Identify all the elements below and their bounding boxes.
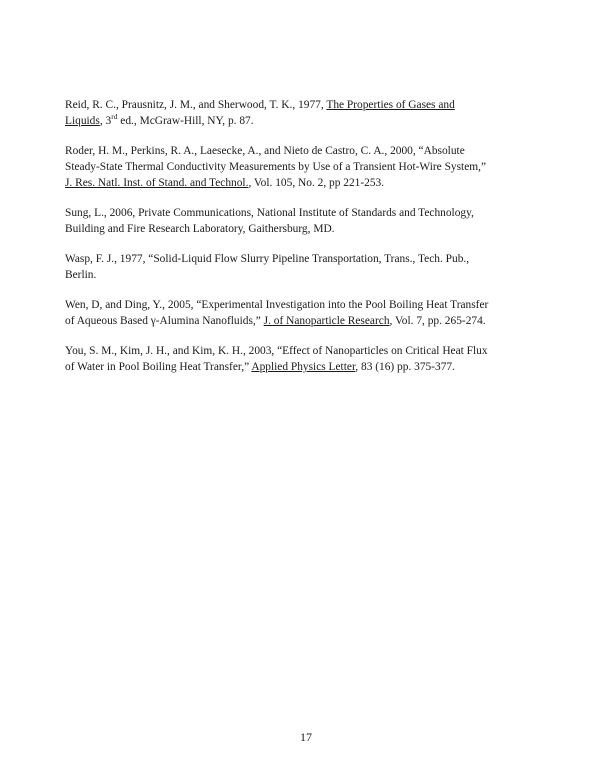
reference-list xyxy=(65,97,545,389)
reference-entry xyxy=(65,97,545,129)
reference-entry xyxy=(65,297,545,329)
reference-line xyxy=(65,251,545,267)
reference-entry xyxy=(65,143,545,191)
reference-line xyxy=(65,113,545,129)
reference-text: of Water in Pool Boiling Heat Transfer,” xyxy=(65,361,252,373)
reference-text: Reid, R. C., Prausnitz, J. M., and Sherwood, T. K., 1977, xyxy=(65,99,327,111)
reference-text: , Vol. 7, pp. 265-274. xyxy=(389,315,486,327)
reference-text: of Aqueous Based γ-Alumina Nanofluids,” xyxy=(65,315,264,327)
reference-text: Building and Fire Research Laboratory, Gaithersburg, MD. xyxy=(65,223,335,235)
reference-text: , Vol. 105, No. 2, pp 221-253. xyxy=(248,177,385,189)
superscript: rd xyxy=(111,112,118,122)
reference-text: Sung, L., 2006, Private Communications, National Institute of Standards and Technology, xyxy=(65,207,474,219)
reference-title: Liquids xyxy=(65,115,100,127)
reference-line xyxy=(65,205,545,221)
reference-entry xyxy=(65,205,545,237)
reference-line xyxy=(65,97,545,113)
reference-line xyxy=(65,343,545,359)
reference-text: ed., McGraw-Hill, NY, p. 87. xyxy=(117,115,254,127)
reference-entry xyxy=(65,251,545,283)
reference-title: J. of Nanoparticle Research xyxy=(263,315,390,327)
reference-line xyxy=(65,143,545,159)
reference-line xyxy=(65,221,545,237)
reference-text: , 83 (16) pp. 375-377. xyxy=(355,361,455,373)
page-number: 17 xyxy=(300,730,312,744)
reference-line xyxy=(65,359,545,375)
reference-title: Applied Physics Letter xyxy=(251,361,356,373)
reference-line xyxy=(65,159,545,175)
reference-line xyxy=(65,175,545,191)
reference-entry xyxy=(65,343,545,375)
reference-text: You, S. M., Kim, J. H., and Kim, K. H., 2003, “Effect of Nanoparticles on Critical Heat Flux xyxy=(65,345,488,357)
reference-line xyxy=(65,267,545,283)
reference-line xyxy=(65,297,545,313)
reference-text: Wen, D, and Ding, Y., 2005, “Experimental Investigation into the Pool Boiling Heat Transfer xyxy=(65,299,489,311)
reference-text: Steady-State Thermal Conductivity Measurements by Use of a Transient Hot-Wire System,” xyxy=(65,161,487,173)
reference-text: Wasp, F. J., 1977, “Solid-Liquid Flow Slurry Pipeline Transportation, Trans., Tech. Pub., xyxy=(65,253,470,265)
reference-title: J. Res. Natl. Inst. of Stand. and Technol. xyxy=(65,177,249,189)
reference-text: Berlin. xyxy=(65,269,97,281)
reference-text: Roder, H. M., Perkins, R. A., Laesecke, A., and Nieto de Castro, C. A., 2000, “Absolute xyxy=(65,145,465,157)
reference-title: The Properties of Gases and xyxy=(326,99,455,111)
reference-line xyxy=(65,313,545,329)
reference-text: , 3 xyxy=(99,115,112,127)
